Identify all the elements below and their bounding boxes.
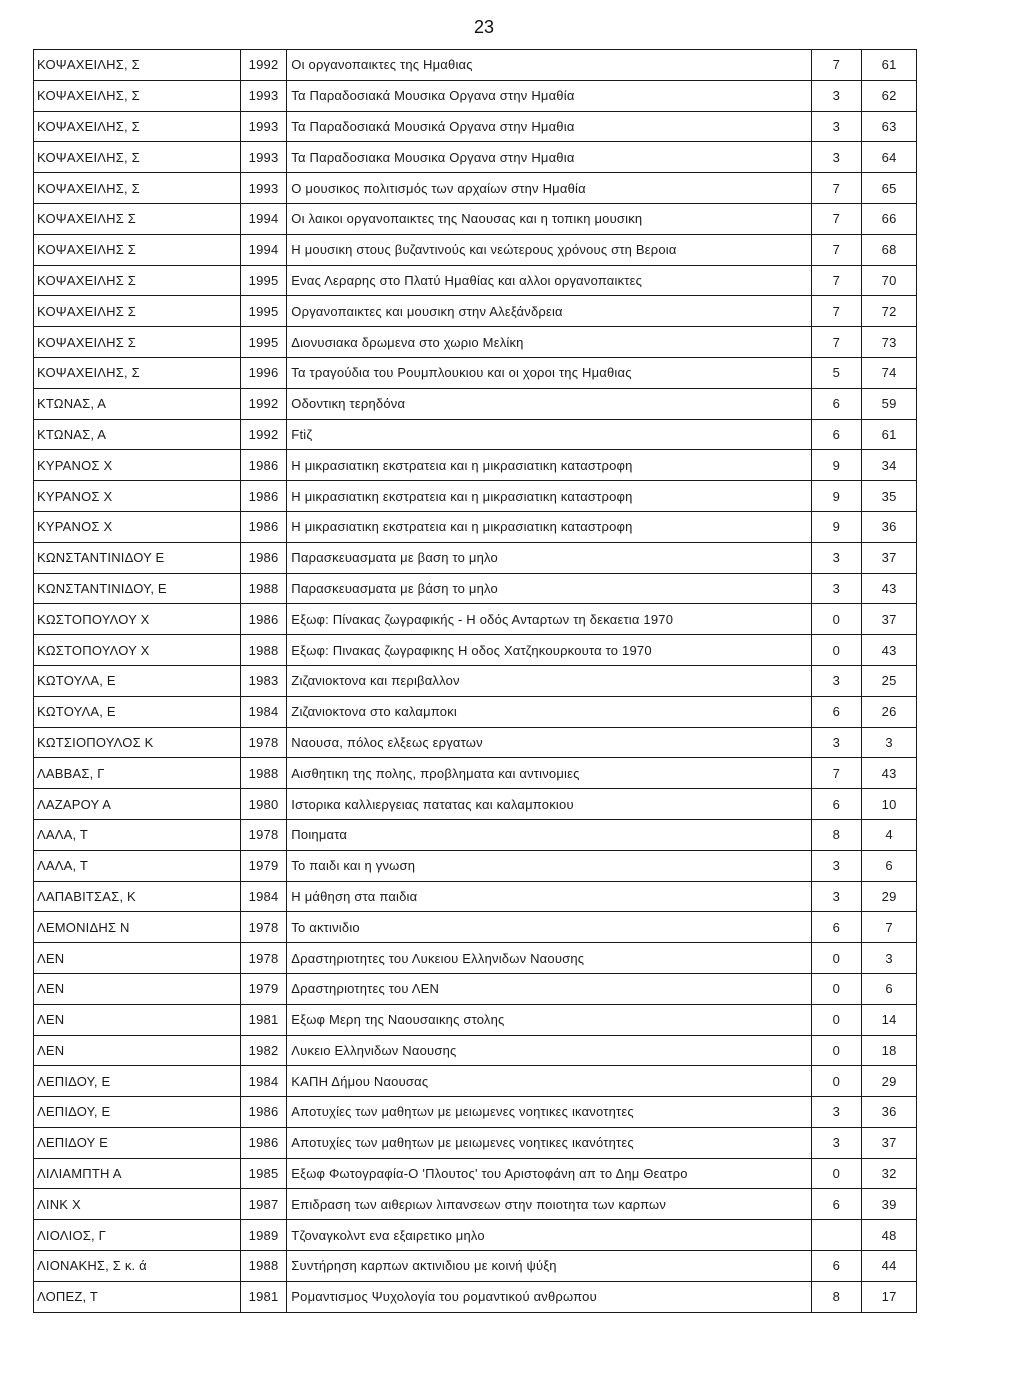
issue-cell: 6 xyxy=(811,696,862,727)
author-cell: ΛΑΠΑΒΙΤΣΑΣ, Κ xyxy=(34,881,241,912)
author-cell: ΛΕΜΟΝΙΔΗΣ Ν xyxy=(34,912,241,943)
author-cell: ΛΕΝ xyxy=(34,943,241,974)
year-cell: 1994 xyxy=(240,234,287,265)
table-row xyxy=(34,665,917,696)
table-row xyxy=(34,203,917,234)
table-row xyxy=(34,696,917,727)
issue-cell: 9 xyxy=(811,450,862,481)
page-cell: 66 xyxy=(862,203,917,234)
issue-cell: 3 xyxy=(811,80,862,111)
table-row xyxy=(34,850,917,881)
title-cell: Εξωφ Φωτογραφία-Ο 'Πλουτος' του Αριστοφάνη απ το Δημ Θεατρο xyxy=(287,1158,811,1189)
year-cell: 1995 xyxy=(240,296,287,327)
table-row xyxy=(34,573,917,604)
year-cell: 1978 xyxy=(240,819,287,850)
year-cell: 1980 xyxy=(240,789,287,820)
author-cell: ΛΟΠΕΖ, Τ xyxy=(34,1281,241,1312)
page-cell: 32 xyxy=(862,1158,917,1189)
year-cell: 1984 xyxy=(240,881,287,912)
author-cell: ΛΙΟΝΑΚΗΣ, Σ κ. ά xyxy=(34,1251,241,1282)
title-cell: Τα Παραδοσιακά Μουσικά Οργανα στην Ημαθια xyxy=(287,111,811,142)
author-cell: ΛΙΛΙΑΜΠΤΗ Α xyxy=(34,1158,241,1189)
issue-cell: 7 xyxy=(811,173,862,204)
issue-cell: 7 xyxy=(811,203,862,234)
table-row xyxy=(34,912,917,943)
page-cell: 37 xyxy=(862,542,917,573)
table-row xyxy=(34,635,917,666)
title-cell: Η μουσικη στους βυζαντινούς και νεώτερους χρόνους στη Βεροια xyxy=(287,234,811,265)
author-cell: ΛΕΠΙΔΟΥ, Ε xyxy=(34,1097,241,1128)
page-cell: 17 xyxy=(862,1281,917,1312)
title-cell: Παρασκευασματα με βαση το μηλο xyxy=(287,542,811,573)
author-cell: ΛΑΛΑ, Τ xyxy=(34,819,241,850)
title-cell: Εξωφ Μερη της Ναουσαικης στολης xyxy=(287,1004,811,1035)
title-cell: Ρομαντισμος Ψυχολογία του ρομαντικού ανθρωπου xyxy=(287,1281,811,1312)
author-cell: ΚΟΨΑΧΕΙΛΗΣ, Σ xyxy=(34,80,241,111)
table-row xyxy=(34,419,917,450)
page-cell: 36 xyxy=(862,511,917,542)
issue-cell: 7 xyxy=(811,296,862,327)
table-row xyxy=(34,173,917,204)
title-cell: Οργανοπαικτες και μουσικη στην Αλεξάνδρεια xyxy=(287,296,811,327)
author-cell: ΛΕΠΙΔΟΥ Ε xyxy=(34,1127,241,1158)
issue-cell: 3 xyxy=(811,1097,862,1128)
title-cell: Παρασκευασματα με βάση το μηλο xyxy=(287,573,811,604)
table-row xyxy=(34,481,917,512)
page-cell: 37 xyxy=(862,604,917,635)
year-cell: 1978 xyxy=(240,912,287,943)
index-table xyxy=(33,49,917,1313)
page-cell: 62 xyxy=(862,80,917,111)
title-cell: Αισθητικη της πολης, προβληματα και αντινομιες xyxy=(287,758,811,789)
author-cell: ΛΕΠΙΔΟΥ, Ε xyxy=(34,1066,241,1097)
year-cell: 1982 xyxy=(240,1035,287,1066)
table-row xyxy=(34,1004,917,1035)
author-cell: ΛΑΒΒΑΣ, Γ xyxy=(34,758,241,789)
issue-cell: 3 xyxy=(811,111,862,142)
title-cell: Δραστηριοτητες του ΛΕΝ xyxy=(287,973,811,1004)
title-cell: Τα τραγούδια του Ρουμπλουκιου και οι χοροι της Ημαθιας xyxy=(287,357,811,388)
issue-cell: 7 xyxy=(811,265,862,296)
title-cell: Συντήρηση καρπων ακτινιδιου με κοινή ψύξη xyxy=(287,1251,811,1282)
year-cell: 1995 xyxy=(240,327,287,358)
title-cell: Ναουσα, πόλος ελξεως εργατων xyxy=(287,727,811,758)
title-cell: Αποτυχίες των μαθητων με μειωμενες νοητικες ικανότητες xyxy=(287,1127,811,1158)
title-cell: Δραστηριοτητες του Λυκειου Ελληνιδων Ναουσης xyxy=(287,943,811,974)
title-cell: Λυκειο Ελληνιδων Ναουσης xyxy=(287,1035,811,1066)
table-row xyxy=(34,450,917,481)
table-row xyxy=(34,1127,917,1158)
page-cell: 3 xyxy=(862,943,917,974)
title-cell: Η μικρασιατικη εκστρατεια και η μικρασιατικη καταστροφη xyxy=(287,481,811,512)
page-cell: 44 xyxy=(862,1251,917,1282)
table-row xyxy=(34,80,917,111)
page-cell: 43 xyxy=(862,635,917,666)
author-cell: ΛΕΝ xyxy=(34,973,241,1004)
table-row xyxy=(34,234,917,265)
page-cell: 29 xyxy=(862,1066,917,1097)
title-cell: Ζιζανιοκτονα στο καλαμποκι xyxy=(287,696,811,727)
page-cell: 3 xyxy=(862,727,917,758)
issue-cell: 8 xyxy=(811,1281,862,1312)
index-table-body xyxy=(34,50,917,1313)
title-cell: Ενας Λεραρης στο Πλατύ Ημαθίας και αλλοι οργανοπαικτες xyxy=(287,265,811,296)
page-number: 23 xyxy=(473,17,495,37)
issue-cell: 7 xyxy=(811,758,862,789)
page-cell: 64 xyxy=(862,142,917,173)
page-cell: 39 xyxy=(862,1189,917,1220)
title-cell: Οι λαικοι οργανοπαικτες της Ναουσας και η τοπικη μουσικη xyxy=(287,203,811,234)
author-cell: ΚΩΣΤΟΠΟΥΛΟΥ Χ xyxy=(34,635,241,666)
title-cell: ΚΑΠΗ Δήμου Ναουσας xyxy=(287,1066,811,1097)
page-cell: 25 xyxy=(862,665,917,696)
author-cell: ΛΑΖΑΡΟΥ Α xyxy=(34,789,241,820)
year-cell: 1981 xyxy=(240,1004,287,1035)
title-cell: Εξωφ: Πίνακας ζωγραφικής - Η οδός Ανταρτων τη δεκαετια 1970 xyxy=(287,604,811,635)
table-row xyxy=(34,111,917,142)
year-cell: 1992 xyxy=(240,50,287,81)
page-cell: 7 xyxy=(862,912,917,943)
table-row xyxy=(34,943,917,974)
author-cell: ΛΙΝΚ Χ xyxy=(34,1189,241,1220)
table-row xyxy=(34,296,917,327)
year-cell: 1988 xyxy=(240,1251,287,1282)
issue-cell: 0 xyxy=(811,1035,862,1066)
year-cell: 1996 xyxy=(240,357,287,388)
year-cell: 1988 xyxy=(240,635,287,666)
table-row xyxy=(34,1066,917,1097)
table-row xyxy=(34,758,917,789)
table-row xyxy=(34,1158,917,1189)
author-cell: ΚΟΨΑΧΕΙΛΗΣ Σ xyxy=(34,265,241,296)
title-cell: Οι οργανοπαικτες της Ημαθιας xyxy=(287,50,811,81)
issue-cell: 3 xyxy=(811,1127,862,1158)
table-row xyxy=(34,973,917,1004)
table-row xyxy=(34,265,917,296)
issue-cell: 3 xyxy=(811,573,862,604)
issue-cell: 3 xyxy=(811,665,862,696)
title-cell: Τα Παραδοσιακά Μουσικα Οργανα στην Ημαθία xyxy=(287,80,811,111)
year-cell: 1994 xyxy=(240,203,287,234)
issue-cell: 6 xyxy=(811,388,862,419)
year-cell: 1986 xyxy=(240,450,287,481)
issue-cell: 3 xyxy=(811,727,862,758)
table-row xyxy=(34,357,917,388)
author-cell: ΛΑΛΑ, Τ xyxy=(34,850,241,881)
page-cell: 74 xyxy=(862,357,917,388)
author-cell: ΚΥΡΑΝΟΣ Χ xyxy=(34,481,241,512)
year-cell: 1979 xyxy=(240,973,287,1004)
author-cell: ΚΤΩΝΑΣ, Α xyxy=(34,419,241,450)
title-cell: Διονυσιακα δρωμενα στο χωριο Μελίκη xyxy=(287,327,811,358)
page-cell: 43 xyxy=(862,758,917,789)
page-cell: 18 xyxy=(862,1035,917,1066)
year-cell: 1987 xyxy=(240,1189,287,1220)
page-cell: 73 xyxy=(862,327,917,358)
author-cell: ΚΟΨΑΧΕΙΛΗΣ, Σ xyxy=(34,50,241,81)
author-cell: ΚΟΨΑΧΕΙΛΗΣ, Σ xyxy=(34,142,241,173)
page-cell: 43 xyxy=(862,573,917,604)
table-row xyxy=(34,388,917,419)
page-cell: 70 xyxy=(862,265,917,296)
issue-cell: 3 xyxy=(811,142,862,173)
title-cell: Ποιηματα xyxy=(287,819,811,850)
page-cell: 37 xyxy=(862,1127,917,1158)
table-row xyxy=(34,1035,917,1066)
year-cell: 1986 xyxy=(240,542,287,573)
issue-cell: 7 xyxy=(811,327,862,358)
year-cell: 1985 xyxy=(240,1158,287,1189)
issue-cell: 9 xyxy=(811,481,862,512)
page-cell: 48 xyxy=(862,1220,917,1251)
title-cell: Η μικρασιατικη εκστρατεια και η μικρασιατικη καταστροφη xyxy=(287,450,811,481)
issue-cell: 0 xyxy=(811,1158,862,1189)
table-row xyxy=(34,50,917,81)
year-cell: 1993 xyxy=(240,173,287,204)
table-row xyxy=(34,789,917,820)
year-cell: 1986 xyxy=(240,1097,287,1128)
page-cell: 72 xyxy=(862,296,917,327)
author-cell: ΚΟΨΑΧΕΙΛΗΣ, Σ xyxy=(34,357,241,388)
table-row xyxy=(34,511,917,542)
title-cell: Επιδραση των αιθεριων λιπανσεων στην ποιοτητα των καρπων xyxy=(287,1189,811,1220)
table-row xyxy=(34,1281,917,1312)
year-cell: 1981 xyxy=(240,1281,287,1312)
author-cell: ΚΩΣΤΟΠΟΥΛΟΥ Χ xyxy=(34,604,241,635)
table-row xyxy=(34,1251,917,1282)
page-cell: 65 xyxy=(862,173,917,204)
page-cell: 26 xyxy=(862,696,917,727)
issue-cell: 0 xyxy=(811,1066,862,1097)
year-cell: 1978 xyxy=(240,727,287,758)
page-cell: 29 xyxy=(862,881,917,912)
year-cell: 1993 xyxy=(240,111,287,142)
page-cell: 61 xyxy=(862,50,917,81)
issue-cell: 9 xyxy=(811,511,862,542)
table-row xyxy=(34,727,917,758)
page-cell: 68 xyxy=(862,234,917,265)
issue-cell: 6 xyxy=(811,1189,862,1220)
title-cell: Ftiζ xyxy=(287,419,811,450)
author-cell: ΚΟΨΑΧΕΙΛΗΣ Σ xyxy=(34,296,241,327)
title-cell: Εξωφ: Πινακας ζωγραφικης Η οδος Χατζηκουρκουτα το 1970 xyxy=(287,635,811,666)
table-row xyxy=(34,604,917,635)
author-cell: ΚΟΨΑΧΕΙΛΗΣ, Σ xyxy=(34,111,241,142)
year-cell: 1992 xyxy=(240,419,287,450)
issue-cell: 0 xyxy=(811,1004,862,1035)
year-cell: 1986 xyxy=(240,511,287,542)
issue-cell: 5 xyxy=(811,357,862,388)
page-cell: 59 xyxy=(862,388,917,419)
author-cell: ΚΩΤΣΙΟΠΟΥΛΟΣ Κ xyxy=(34,727,241,758)
year-cell: 1989 xyxy=(240,1220,287,1251)
issue-cell: 3 xyxy=(811,850,862,881)
issue-cell: 6 xyxy=(811,912,862,943)
year-cell: 1986 xyxy=(240,604,287,635)
year-cell: 1988 xyxy=(240,573,287,604)
year-cell: 1986 xyxy=(240,1127,287,1158)
author-cell: ΚΟΨΑΧΕΙΛΗΣ, Σ xyxy=(34,173,241,204)
page-cell: 63 xyxy=(862,111,917,142)
author-cell: ΛΙΟΛΙΟΣ, Γ xyxy=(34,1220,241,1251)
issue-cell: 0 xyxy=(811,973,862,1004)
author-cell: ΚΩΝΣΤΑΝΤΙΝΙΔΟΥ, Ε xyxy=(34,573,241,604)
author-cell: ΚΟΨΑΧΕΙΛΗΣ Σ xyxy=(34,327,241,358)
title-cell: Η μάθηση στα παιδια xyxy=(287,881,811,912)
author-cell: ΛΕΝ xyxy=(34,1004,241,1035)
title-cell: Ο μουσικος πολιτισμός των αρχαίων στην Ημαθία xyxy=(287,173,811,204)
title-cell: Το παιδι και η γνωση xyxy=(287,850,811,881)
issue-cell: 0 xyxy=(811,635,862,666)
title-cell: Τα Παραδοσιακα Μουσικα Οργανα στην Ημαθια xyxy=(287,142,811,173)
table-row xyxy=(34,819,917,850)
author-cell: ΚΟΨΑΧΕΙΛΗΣ Σ xyxy=(34,203,241,234)
page-cell: 6 xyxy=(862,850,917,881)
author-cell: ΚΟΨΑΧΕΙΛΗΣ Σ xyxy=(34,234,241,265)
page-cell: 6 xyxy=(862,973,917,1004)
table-row xyxy=(34,881,917,912)
year-cell: 1984 xyxy=(240,696,287,727)
year-cell: 1983 xyxy=(240,665,287,696)
year-cell: 1988 xyxy=(240,758,287,789)
table-row xyxy=(34,327,917,358)
title-cell: Οδοντικη τερηδόνα xyxy=(287,388,811,419)
table-row xyxy=(34,542,917,573)
year-cell: 1984 xyxy=(240,1066,287,1097)
issue-cell: 6 xyxy=(811,1251,862,1282)
author-cell: ΚΩΝΣΤΑΝΤΙΝΙΔΟΥ Ε xyxy=(34,542,241,573)
issue-cell: 6 xyxy=(811,789,862,820)
issue-cell: 0 xyxy=(811,943,862,974)
title-cell: Τζοναγκολντ ενα εξαιρετικο μηλο xyxy=(287,1220,811,1251)
author-cell: ΚΩΤΟΥΛΑ, Ε xyxy=(34,665,241,696)
year-cell: 1995 xyxy=(240,265,287,296)
issue-cell: 3 xyxy=(811,542,862,573)
table-row xyxy=(34,142,917,173)
issue-cell xyxy=(811,1220,862,1251)
year-cell: 1986 xyxy=(240,481,287,512)
author-cell: ΛΕΝ xyxy=(34,1035,241,1066)
issue-cell: 7 xyxy=(811,50,862,81)
year-cell: 1993 xyxy=(240,80,287,111)
issue-cell: 7 xyxy=(811,234,862,265)
author-cell: ΚΥΡΑΝΟΣ Χ xyxy=(34,511,241,542)
year-cell: 1993 xyxy=(240,142,287,173)
page-cell: 36 xyxy=(862,1097,917,1128)
year-cell: 1979 xyxy=(240,850,287,881)
author-cell: ΚΥΡΑΝΟΣ Χ xyxy=(34,450,241,481)
title-cell: Ιστορικα καλλιεργειας πατατας και καλαμποκιου xyxy=(287,789,811,820)
page-cell: 34 xyxy=(862,450,917,481)
page-cell: 14 xyxy=(862,1004,917,1035)
year-cell: 1992 xyxy=(240,388,287,419)
page-cell: 61 xyxy=(862,419,917,450)
page-cell: 10 xyxy=(862,789,917,820)
issue-cell: 0 xyxy=(811,604,862,635)
table-row xyxy=(34,1097,917,1128)
title-cell: Αποτυχίες των μαθητων με μειωμενες νοητικες ικανοτητες xyxy=(287,1097,811,1128)
page-cell: 4 xyxy=(862,819,917,850)
title-cell: Η μικρασιατικη εκστρατεια και η μικρασιατικη καταστροφη xyxy=(287,511,811,542)
author-cell: ΚΩΤΟΥΛΑ, Ε xyxy=(34,696,241,727)
page-cell: 35 xyxy=(862,481,917,512)
title-cell: Ζιζανιοκτονα και περιβαλλον xyxy=(287,665,811,696)
issue-cell: 8 xyxy=(811,819,862,850)
title-cell: Το ακτινιδιο xyxy=(287,912,811,943)
table-row xyxy=(34,1220,917,1251)
table-row xyxy=(34,1189,917,1220)
year-cell: 1978 xyxy=(240,943,287,974)
author-cell: ΚΤΩΝΑΣ, Α xyxy=(34,388,241,419)
issue-cell: 3 xyxy=(811,881,862,912)
issue-cell: 6 xyxy=(811,419,862,450)
